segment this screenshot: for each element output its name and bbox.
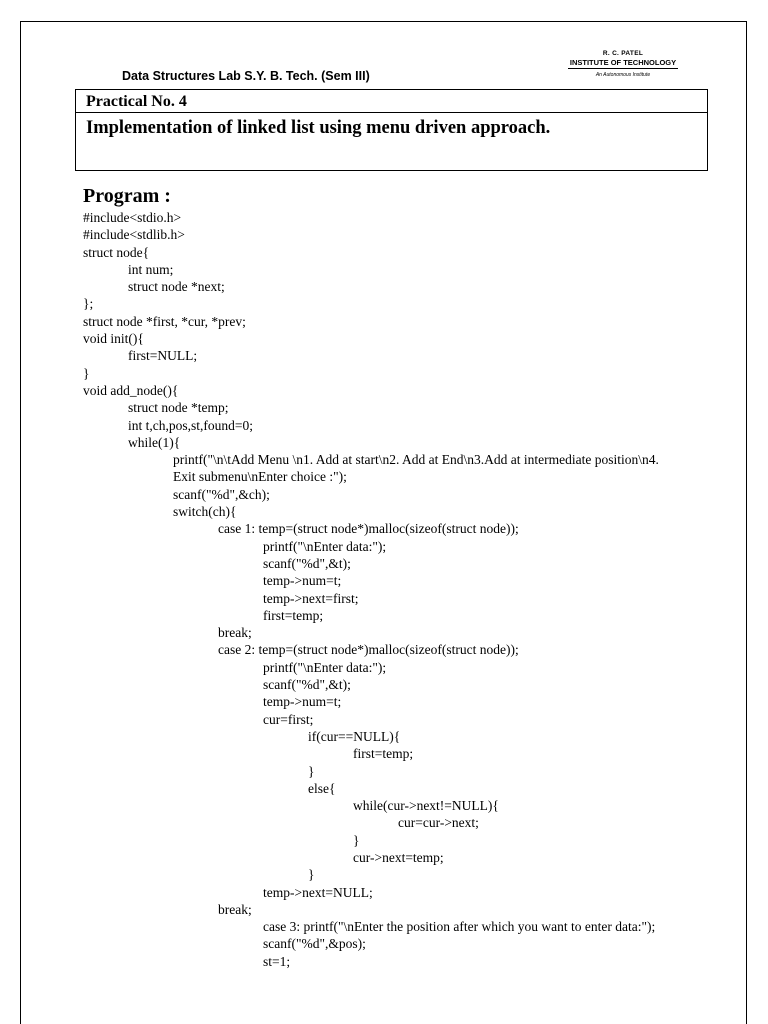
code-line: } [308, 867, 315, 883]
code-line: }; [83, 296, 94, 312]
code-line: switch(ch){ [173, 504, 237, 520]
code-line: printf("\n\tAdd Menu \n1. Add at start\n2. Add at End\n3.Add at intermediate position\n4. [173, 452, 659, 468]
practical-aim: Implementation of linked list using menu driven approach. [86, 118, 551, 138]
code-line: void add_node(){ [83, 382, 179, 398]
practical-number-box [75, 89, 708, 113]
code-line: } [353, 832, 360, 848]
code-line: st=1; [263, 953, 291, 969]
code-line: scanf("%d",&t); [263, 555, 351, 571]
code-line: case 3: printf("\nEnter the position after which you want to enter data:"); [263, 919, 656, 935]
code-line: case 1: temp=(struct node*)malloc(sizeof(struct node)); [218, 521, 519, 537]
code-line: #include<stdio.h> [83, 210, 182, 225]
code-line: int t,ch,pos,st,found=0; [128, 417, 253, 433]
code-line: printf("\nEnter data:"); [263, 659, 387, 675]
code-line: while(1){ [128, 434, 181, 450]
practical-number: Practical No. 4 [86, 93, 187, 110]
code-line: printf("\nEnter data:"); [263, 538, 387, 554]
code-line: scanf("%d",&pos); [263, 936, 366, 952]
code-line: while(cur->next!=NULL){ [353, 798, 499, 814]
code-line: temp->next=NULL; [263, 884, 373, 900]
code-line: } [83, 365, 90, 381]
program-heading: Program : [83, 185, 171, 207]
code-line: first=NULL; [128, 348, 198, 364]
code-line: break; [218, 901, 252, 917]
code-line: scanf("%d",&t); [263, 677, 351, 693]
code-line: } [308, 763, 315, 779]
code-line: break; [218, 625, 252, 641]
code-line: struct node{ [83, 244, 150, 260]
code-line: void init(){ [83, 331, 144, 347]
logo-line-institute: INSTITUTE OF TECHNOLOGY [569, 58, 677, 67]
code-line: first=temp; [353, 746, 414, 762]
code-line: temp->next=first; [263, 590, 359, 606]
code-line: temp->num=t; [263, 694, 342, 710]
code-line: first=temp; [263, 607, 324, 623]
logo-line-tagline: An Autonomous Institute [595, 72, 651, 78]
code-line: #include<stdlib.h> [83, 227, 185, 243]
code-line: else{ [308, 780, 336, 796]
course-title: Data Structures Lab S.Y. B. Tech. (Sem III) [122, 69, 370, 83]
code-line: scanf("%d",&ch); [173, 486, 270, 502]
program-code [83, 209, 743, 970]
aim-box [75, 113, 708, 171]
code-line: struct node *temp; [128, 400, 229, 416]
code-line: case 2: temp=(struct node*)malloc(sizeof(struct node)); [218, 642, 519, 658]
institute-logo [568, 50, 678, 79]
code-line: cur=first; [263, 711, 314, 727]
code-line: temp->num=t; [263, 573, 342, 589]
code-line: cur->next=temp; [353, 849, 444, 865]
code-line: Exit submenu\nEnter choice :"); [173, 469, 347, 485]
code-line: struct node *first, *cur, *prev; [83, 313, 246, 329]
code-line: struct node *next; [128, 279, 225, 295]
code-line: cur=cur->next; [398, 815, 479, 831]
code-line: int num; [128, 261, 174, 277]
code-line: if(cur==NULL){ [308, 728, 401, 744]
logo-line-name: R. C. PATEL [602, 50, 644, 57]
